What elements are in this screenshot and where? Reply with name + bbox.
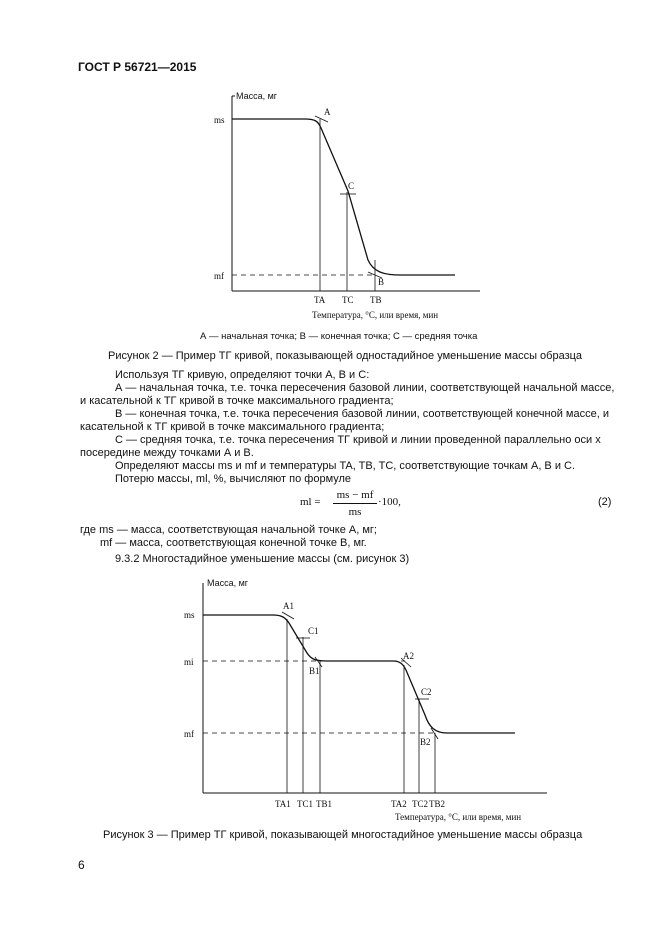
- paragraph-intro: Используя ТГ кривую, определяют точки А, В и С:: [115, 369, 370, 381]
- tg-curve: [232, 119, 455, 275]
- paragraph-point-b: В — конечная точка, т.е. точка пересечения базовой линии, соответствующей конечной массе, и касательной к ТГ кривой в точке максимального градиента;: [80, 408, 609, 434]
- figure-2-legend: А — начальная точка; В — конечная точка; С — средняя точка: [200, 331, 478, 342]
- formula-denominator: ms: [348, 506, 362, 518]
- a1-label: A1: [283, 601, 294, 611]
- mi-label: mi: [184, 657, 194, 667]
- mf-label: mf: [184, 729, 194, 739]
- section-heading: 9.3.2 Многостадийное уменьшение массы (см. рисунок 3): [115, 553, 410, 565]
- figure-3-caption: Рисунок 3 — Пример ТГ кривой, показывающей многостадийное уменьшение массы образца: [103, 829, 583, 841]
- formula-numerator: ms − mf: [336, 489, 374, 501]
- x-axis-label: Температура, °C, или время, мин: [395, 812, 522, 822]
- tc2-label: TC2: [412, 799, 429, 809]
- where-mf: mf — масса, соответствующая конечной точке В, мг.: [100, 537, 367, 549]
- b1-label: B1: [309, 666, 320, 676]
- ta1-label: TA1: [275, 799, 291, 809]
- mf-label: mf: [214, 271, 224, 281]
- ms-label: ms: [184, 610, 195, 620]
- formula-fraction-bar: [333, 503, 377, 504]
- y-axis-label: Масса, мг: [207, 578, 249, 588]
- y-axis-label: Масса, мг: [236, 91, 278, 101]
- figure-2-chart: [210, 88, 500, 323]
- where-ms: где ms — масса, соответствующая начальной точке А, мг;: [80, 524, 377, 536]
- a2-label: A2: [403, 651, 414, 661]
- ta-label: TA: [314, 295, 326, 305]
- tc1-label: TC1: [297, 799, 314, 809]
- paragraph-loss: Потерю массы, ml, %, вычисляют по формуле: [115, 473, 352, 485]
- formula-number: (2): [598, 496, 612, 508]
- point-a-label: A: [324, 107, 331, 117]
- figure-2-caption: Рисунок 2 — Пример ТГ кривой, показывающей одностадийное уменьшение массы образца: [108, 350, 583, 362]
- ms-label: ms: [214, 115, 225, 125]
- figure-3-svg: [175, 575, 555, 825]
- b2-label: B2: [420, 737, 431, 747]
- c1-label: C1: [308, 626, 319, 636]
- tc-label: TC: [342, 295, 354, 305]
- formula-tail: ·100,: [378, 496, 401, 508]
- page-number: 6: [78, 858, 85, 872]
- paragraph-point-a: А — начальная точка, т.е. точка пересечения базовой линии, соответствующей начальной массе, и касательной к ТГ кривой в точке максимального градиента;: [80, 382, 615, 408]
- formula-lhs: ml =: [300, 496, 321, 508]
- point-c-label: C: [348, 181, 355, 191]
- ta2-label: TA2: [391, 799, 407, 809]
- tb1-label: TB1: [316, 799, 333, 809]
- x-axis-label: Температура, °C, или время, мин: [312, 310, 439, 320]
- figure-3-chart: [175, 575, 555, 825]
- paragraph-point-c: С — средняя точка, т.е. точка пересечения ТГ кривой и линии проведенной параллельно оси x посередине между точками А и В.: [80, 434, 601, 460]
- tb-label: TB: [370, 295, 382, 305]
- tg-curve: [203, 615, 515, 733]
- document-header: ГОСТ Р 56721—2015: [78, 60, 197, 74]
- tb2-label: TB2: [429, 799, 446, 809]
- paragraph-masses: Определяют массы ms и mf и температуры TA, TB, TC, соответствующие точкам А, В и С.: [115, 460, 576, 472]
- c2-label: C2: [421, 687, 432, 697]
- point-b-label: B: [378, 277, 385, 287]
- figure-2-svg: [210, 88, 500, 323]
